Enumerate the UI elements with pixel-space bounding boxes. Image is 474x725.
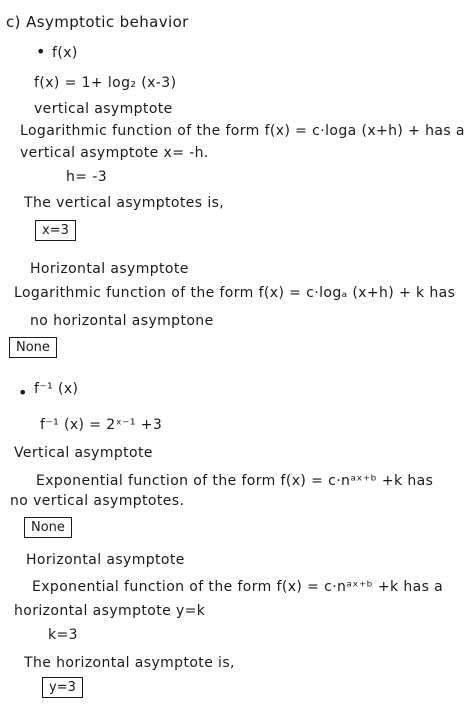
f-vertical-line-2: vertical asymptote x= -h. — [20, 145, 209, 161]
f-h-value: h= -3 — [66, 169, 108, 185]
f-vertical-line-1: Logarithmic function of the form f(x) = c·loga (x+h) + has a — [20, 123, 465, 139]
f-horizontal-line-1: Logarithmic function of the form f(x) = c·logₐ (x+h) + k has — [14, 285, 456, 301]
f-label: f(x) — [52, 45, 78, 61]
f-equation: f(x) = 1+ log₂ (x-3) — [34, 75, 177, 91]
f-horizontal-answer-box: None — [9, 337, 57, 358]
bullet-f: • — [36, 42, 46, 61]
finv-horizontal-line-1: Exponential function of the form f(x) = c·nᵃˣ⁺ᵇ +k has a — [32, 579, 444, 595]
finv-horizontal-answer-box: y=3 — [42, 677, 83, 698]
section-heading: c) Asymptotic behavior — [6, 13, 189, 31]
f-vertical-conclusion: The vertical asymptotes is, — [24, 195, 225, 211]
finv-vertical-answer-box: None — [24, 517, 72, 538]
finv-vertical-heading: Vertical asymptote — [14, 445, 153, 461]
finv-equation: f⁻¹ (x) = 2ˣ⁻¹ +3 — [40, 417, 163, 433]
finv-vertical-line-1: Exponential function of the form f(x) = c·nᵃˣ⁺ᵇ +k has — [36, 473, 434, 489]
finv-horizontal-heading: Horizontal asymptote — [26, 552, 185, 568]
finv-vertical-line-2: no vertical asymptotes. — [10, 493, 185, 509]
finv-label: f⁻¹ (x) — [34, 381, 79, 397]
f-horizontal-line-2: no horizontal asymptone — [30, 313, 214, 329]
finv-k-value: k=3 — [48, 627, 78, 643]
f-vertical-answer-box: x=3 — [35, 220, 76, 241]
finv-horizontal-line-2: horizontal asymptote y=k — [14, 603, 206, 619]
f-vertical-heading: vertical asymptote — [34, 101, 173, 117]
f-horizontal-heading: Horizontal asymptote — [30, 261, 189, 277]
bullet-finv: • — [18, 383, 28, 402]
finv-horizontal-conclusion: The horizontal asymptote is, — [24, 655, 235, 671]
